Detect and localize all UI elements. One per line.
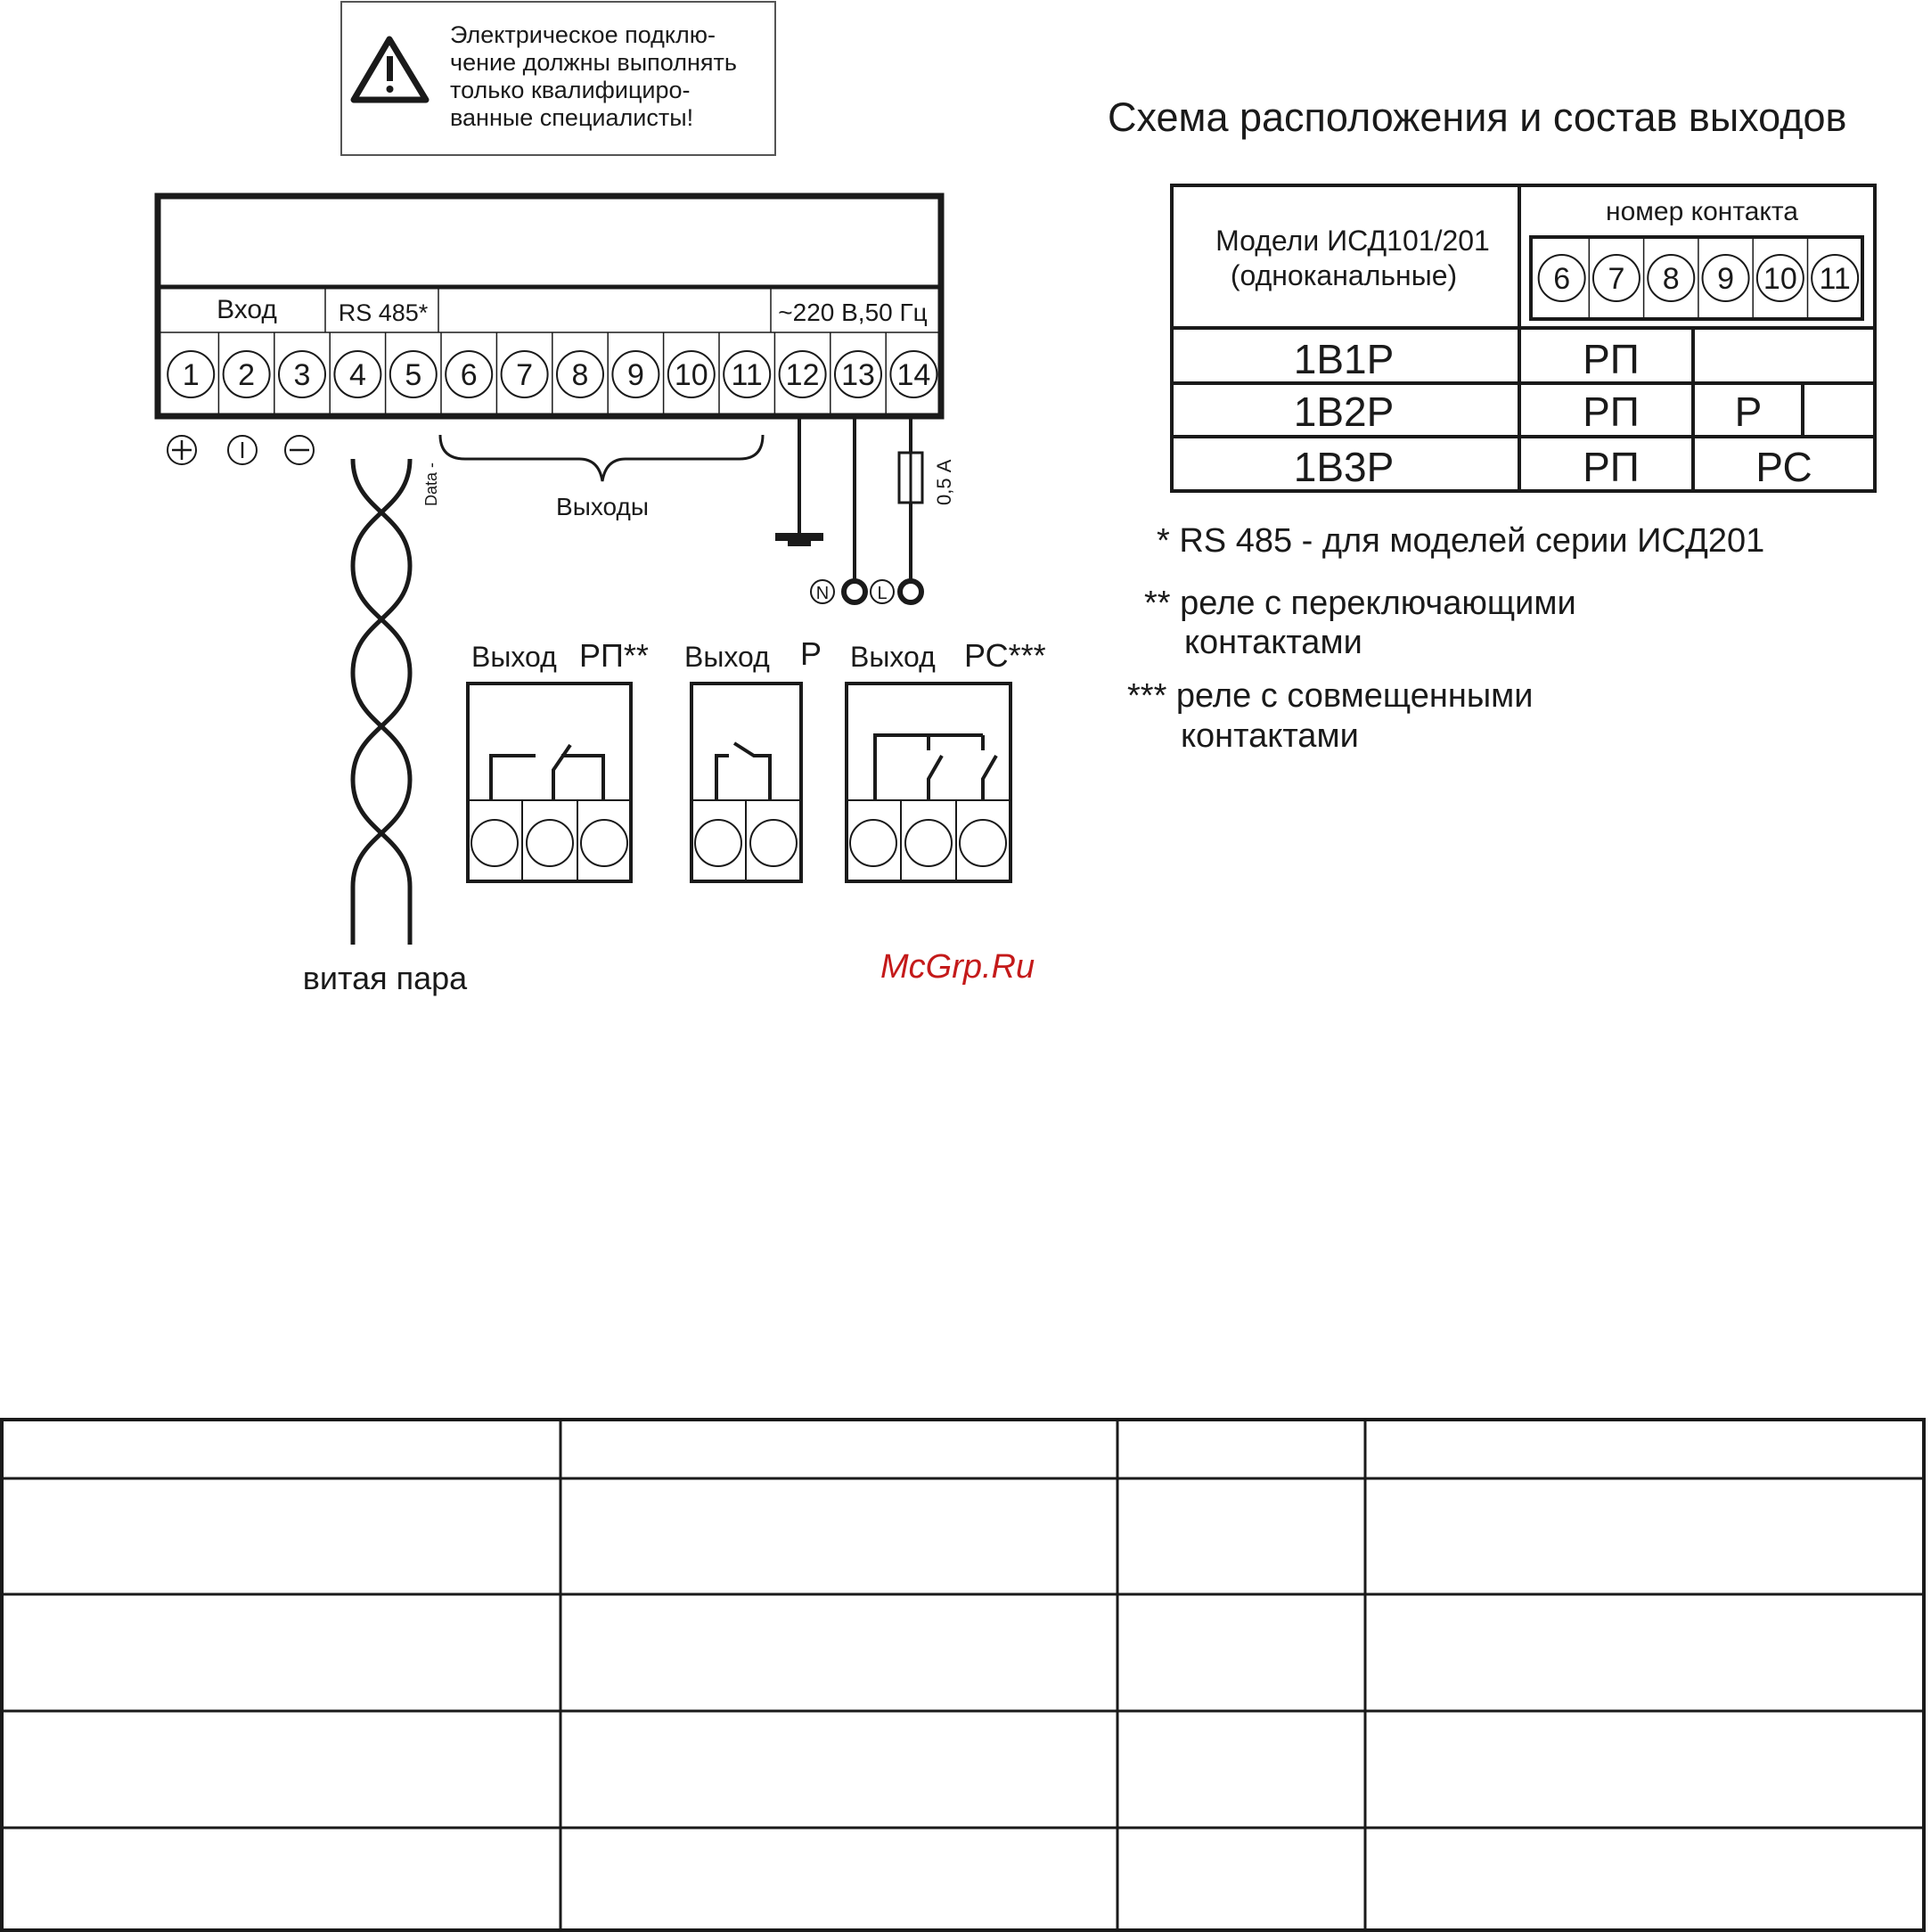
svg-text:I: I bbox=[239, 437, 246, 463]
note-rp-line2: контактами bbox=[1184, 624, 1362, 661]
terminal-11-label: 11 bbox=[731, 358, 763, 392]
relay-outputs bbox=[468, 635, 1046, 881]
relay-rp-label: Выход bbox=[471, 641, 557, 673]
terminal-9-label: 9 bbox=[626, 358, 644, 392]
line-label: L bbox=[877, 584, 888, 603]
contact-6-label: 6 bbox=[1553, 262, 1571, 296]
relay-rs bbox=[847, 637, 1046, 881]
contact-8-label: 8 bbox=[1662, 262, 1680, 296]
row-3-cell-2: РС bbox=[1755, 444, 1812, 490]
outputs-label: Выходы bbox=[556, 493, 649, 520]
warning-line-1: Электрическое подклю- bbox=[450, 21, 716, 48]
warning-box bbox=[341, 2, 775, 155]
row-2-cell-1: РП bbox=[1583, 389, 1640, 435]
footnotes bbox=[1127, 522, 1764, 755]
terminal-7-label: 7 bbox=[516, 358, 534, 392]
minus-symbol-icon bbox=[285, 436, 314, 464]
contact-10-label: 10 bbox=[1763, 262, 1797, 296]
power-wiring bbox=[775, 419, 955, 603]
warning-line-2: чение должны выполнять bbox=[450, 49, 737, 76]
input-group-label: Вход bbox=[217, 295, 277, 324]
contact-header: номер контакта bbox=[1606, 197, 1798, 226]
neutral-marker bbox=[811, 580, 834, 603]
schema-table bbox=[1172, 185, 1875, 491]
terminal-6-label: 6 bbox=[460, 358, 478, 392]
terminal-2-label: 2 bbox=[238, 358, 256, 392]
terminal-10-label: 10 bbox=[674, 358, 708, 392]
relay-rp bbox=[468, 637, 649, 881]
line-marker bbox=[871, 580, 894, 603]
relay-rs-type: РС*** bbox=[964, 637, 1046, 674]
terminal-block bbox=[158, 196, 941, 416]
terminal-1-label: 1 bbox=[182, 358, 200, 392]
ground-icon bbox=[775, 533, 823, 546]
relay-rs-label: Выход bbox=[850, 641, 936, 673]
twisted-pair-cable bbox=[303, 459, 468, 996]
relay-rp-type: РП** bbox=[579, 637, 649, 674]
fuse-icon bbox=[899, 453, 922, 503]
row-3-model: 1В3Р bbox=[1293, 444, 1395, 490]
relay-r-label: Выход bbox=[684, 641, 770, 673]
terminal-8-label: 8 bbox=[571, 358, 589, 392]
warning-line-4: ванные специалисты! bbox=[450, 104, 694, 131]
terminal-13-label: 13 bbox=[841, 358, 875, 392]
relay-r bbox=[684, 635, 822, 881]
model-header-line2: (одноканальные) bbox=[1230, 259, 1458, 291]
row-1-cell-1: РП bbox=[1583, 336, 1640, 382]
relay-r-type: Р bbox=[800, 635, 822, 672]
terminal-12-label: 12 bbox=[785, 358, 820, 392]
schema-title: Схема расположения и состав выходов bbox=[1108, 94, 1847, 140]
current-symbol-icon bbox=[228, 436, 257, 464]
note-rs-line1: *** реле с совмещенными bbox=[1127, 677, 1534, 715]
model-header-line1: Модели ИСД101/201 bbox=[1215, 225, 1490, 257]
rs485-group-label: RS 485* bbox=[338, 299, 429, 326]
contact-11-label: 11 bbox=[1819, 262, 1851, 296]
data-minus-label: Data - bbox=[422, 462, 440, 506]
power-group-label: ~220 В,50 Гц bbox=[778, 299, 928, 326]
input-symbols bbox=[168, 436, 314, 464]
contact-9-label: 9 bbox=[1717, 262, 1735, 296]
note-rp-line1: ** реле с переключающими bbox=[1144, 585, 1576, 622]
row-2-cell-2: Р bbox=[1734, 389, 1763, 435]
terminal-14-label: 14 bbox=[896, 358, 931, 392]
neutral-label: N bbox=[815, 584, 830, 603]
bottom-table bbox=[2, 1420, 1924, 1930]
terminal-5-label: 5 bbox=[405, 358, 422, 392]
row-1-model: 1В1Р bbox=[1293, 336, 1395, 382]
twisted-pair-label: витая пара bbox=[302, 960, 468, 996]
outputs-brace bbox=[440, 435, 763, 520]
contact-7-label: 7 bbox=[1608, 262, 1625, 296]
plus-symbol-icon bbox=[168, 436, 196, 464]
fuse-label: 0,5 А bbox=[933, 459, 955, 505]
watermark: McGrp.Ru bbox=[880, 948, 1035, 986]
warning-line-3: только квалифициро- bbox=[450, 77, 691, 103]
note-rs-line2: контактами bbox=[1181, 717, 1359, 755]
row-3-cell-1: РП bbox=[1583, 444, 1640, 490]
terminal-4-label: 4 bbox=[348, 358, 366, 392]
terminal-3-label: 3 bbox=[293, 358, 311, 392]
note-rs485: * RS 485 - для моделей серии ИСД201 bbox=[1157, 522, 1765, 560]
row-2-model: 1В2Р bbox=[1293, 389, 1395, 435]
